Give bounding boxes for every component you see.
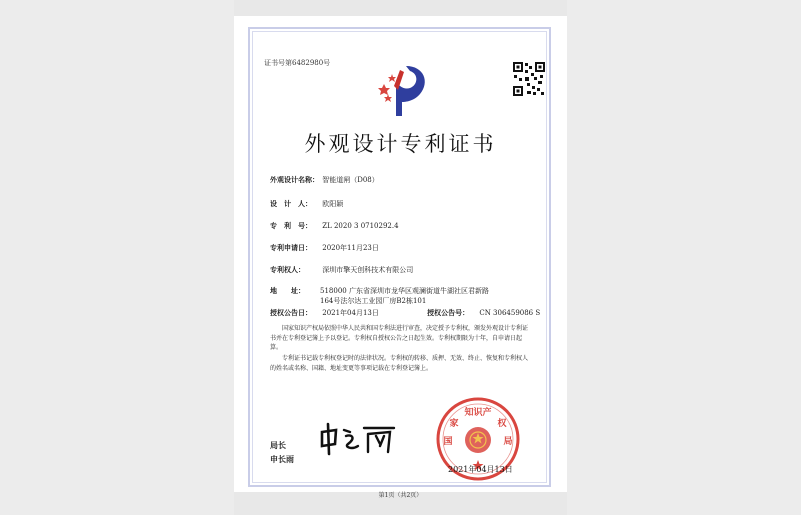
handwritten-signature-icon (318, 420, 398, 458)
field-address-label: 地 址： (270, 286, 305, 295)
field-address-value: 518000 广东省深圳市龙华区观澜街道牛湖社区君新路164号法尔达工业园厂房B2栋101 (320, 287, 489, 305)
field-value: 深圳市擎天创科技术有限公司 (322, 266, 414, 274)
notice-paragraph-2: 专利证书记载专利权登记时的法律状况。专利权的转移、质押、无效、终止、恢复和专利权人的姓名或名称、国籍、地址变更等事项记载在专利登记簿上。 (270, 355, 529, 372)
field-value: 智能道闸（D08） (322, 176, 379, 184)
page-footer: 第1页（共2页） (378, 492, 423, 499)
field-label: 专利申请日： (270, 243, 312, 252)
field-label: 专利权人： (270, 265, 305, 274)
field-value: 2020年11月23日 (322, 244, 379, 252)
field-design-name (270, 175, 379, 185)
svg-text:权: 权 (497, 419, 507, 429)
field-label: 外观设计名称： (270, 175, 319, 184)
qr-code-icon (512, 61, 546, 97)
patent-office-logo-icon (376, 60, 434, 120)
field-value: 欧阳颖 (322, 200, 344, 208)
field-value: ZL 2020 3 0710292.4 (322, 222, 399, 230)
field-value: CN 306459086 S (479, 309, 541, 317)
right-gray-panel (567, 0, 801, 515)
field-value: 2021年04月13日 (322, 309, 379, 317)
field-label: 授权公告号： (427, 308, 470, 317)
certificate-title: 外观设计专利证书 (304, 132, 497, 156)
svg-text:国: 国 (443, 437, 453, 447)
field-label: 授权公告日： (270, 308, 312, 317)
field-label: 专 利 号： (270, 221, 312, 230)
left-gray-panel (0, 0, 234, 515)
director-name: 申长雨 (270, 454, 294, 464)
field-label: 设 计 人： (270, 199, 312, 208)
notice-paragraph-1: 国家知识产权局依照中华人民共和国专利法进行审查，决定授予专利权，颁发外观设计专利证书并在专利登记簿上予以登记。专利权自授权公告之日起生效。专利权期限为十年，自申请日起算。 (270, 325, 529, 351)
seal-date: 2021年04月13日 (448, 465, 513, 474)
svg-text:知识产: 知识产 (464, 408, 492, 418)
certificate-number: 证书号第6482980号 (264, 59, 331, 67)
field-patentee (270, 265, 413, 275)
svg-text:家: 家 (449, 419, 459, 429)
certificate-sheet (234, 16, 567, 499)
field-patent-number (270, 221, 399, 231)
director-title: 局长 (270, 440, 286, 450)
field-grant-date (270, 308, 540, 318)
svg-text:局: 局 (503, 437, 513, 447)
field-application-date (270, 243, 379, 253)
field-designer (270, 199, 343, 209)
